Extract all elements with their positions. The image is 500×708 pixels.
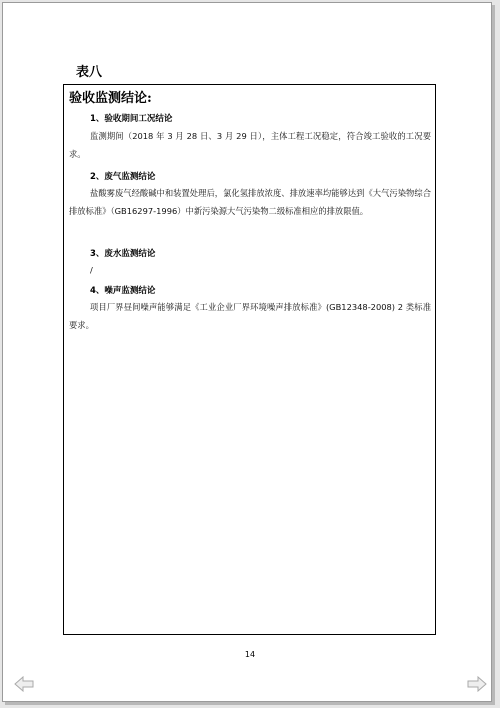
page-number: 14 (244, 650, 256, 659)
box-title: 验收监测结论: (69, 91, 152, 106)
arrow-left-icon[interactable] (14, 676, 34, 692)
section-body-3: / (90, 265, 93, 275)
section-body-2: 盐酸雾废气经酸碱中和装置处理后，氯化氢排放浓度、排放速率均能够达到《大气污染物综合排放标准》（GB16297-1996）中新污染源大气污染物二级标准相应的排放限值。 (69, 188, 431, 216)
arrow-right-icon[interactable] (467, 676, 487, 692)
section-title-4: 4、噪声监测结论 (90, 286, 156, 296)
section-body-4: 项目厂界昼间噪声能够满足《工业企业厂界环境噪声排放标准》(GB12348-2008) 2 类标准要求。 (69, 302, 431, 330)
section-title-3: 3、废水监测结论 (90, 249, 156, 259)
table-heading: 表八 (76, 65, 103, 80)
section-body-1: 监测期间（2018 年 3 月 28 日、3 月 29 日），主体工程工况稳定，符合竣工验收的工况要求。 (69, 131, 431, 159)
section-title-1: 1、验收期间工况结论 (90, 114, 173, 124)
section-title-2: 2、废气监测结论 (90, 172, 156, 182)
conclusion-box (63, 84, 436, 635)
